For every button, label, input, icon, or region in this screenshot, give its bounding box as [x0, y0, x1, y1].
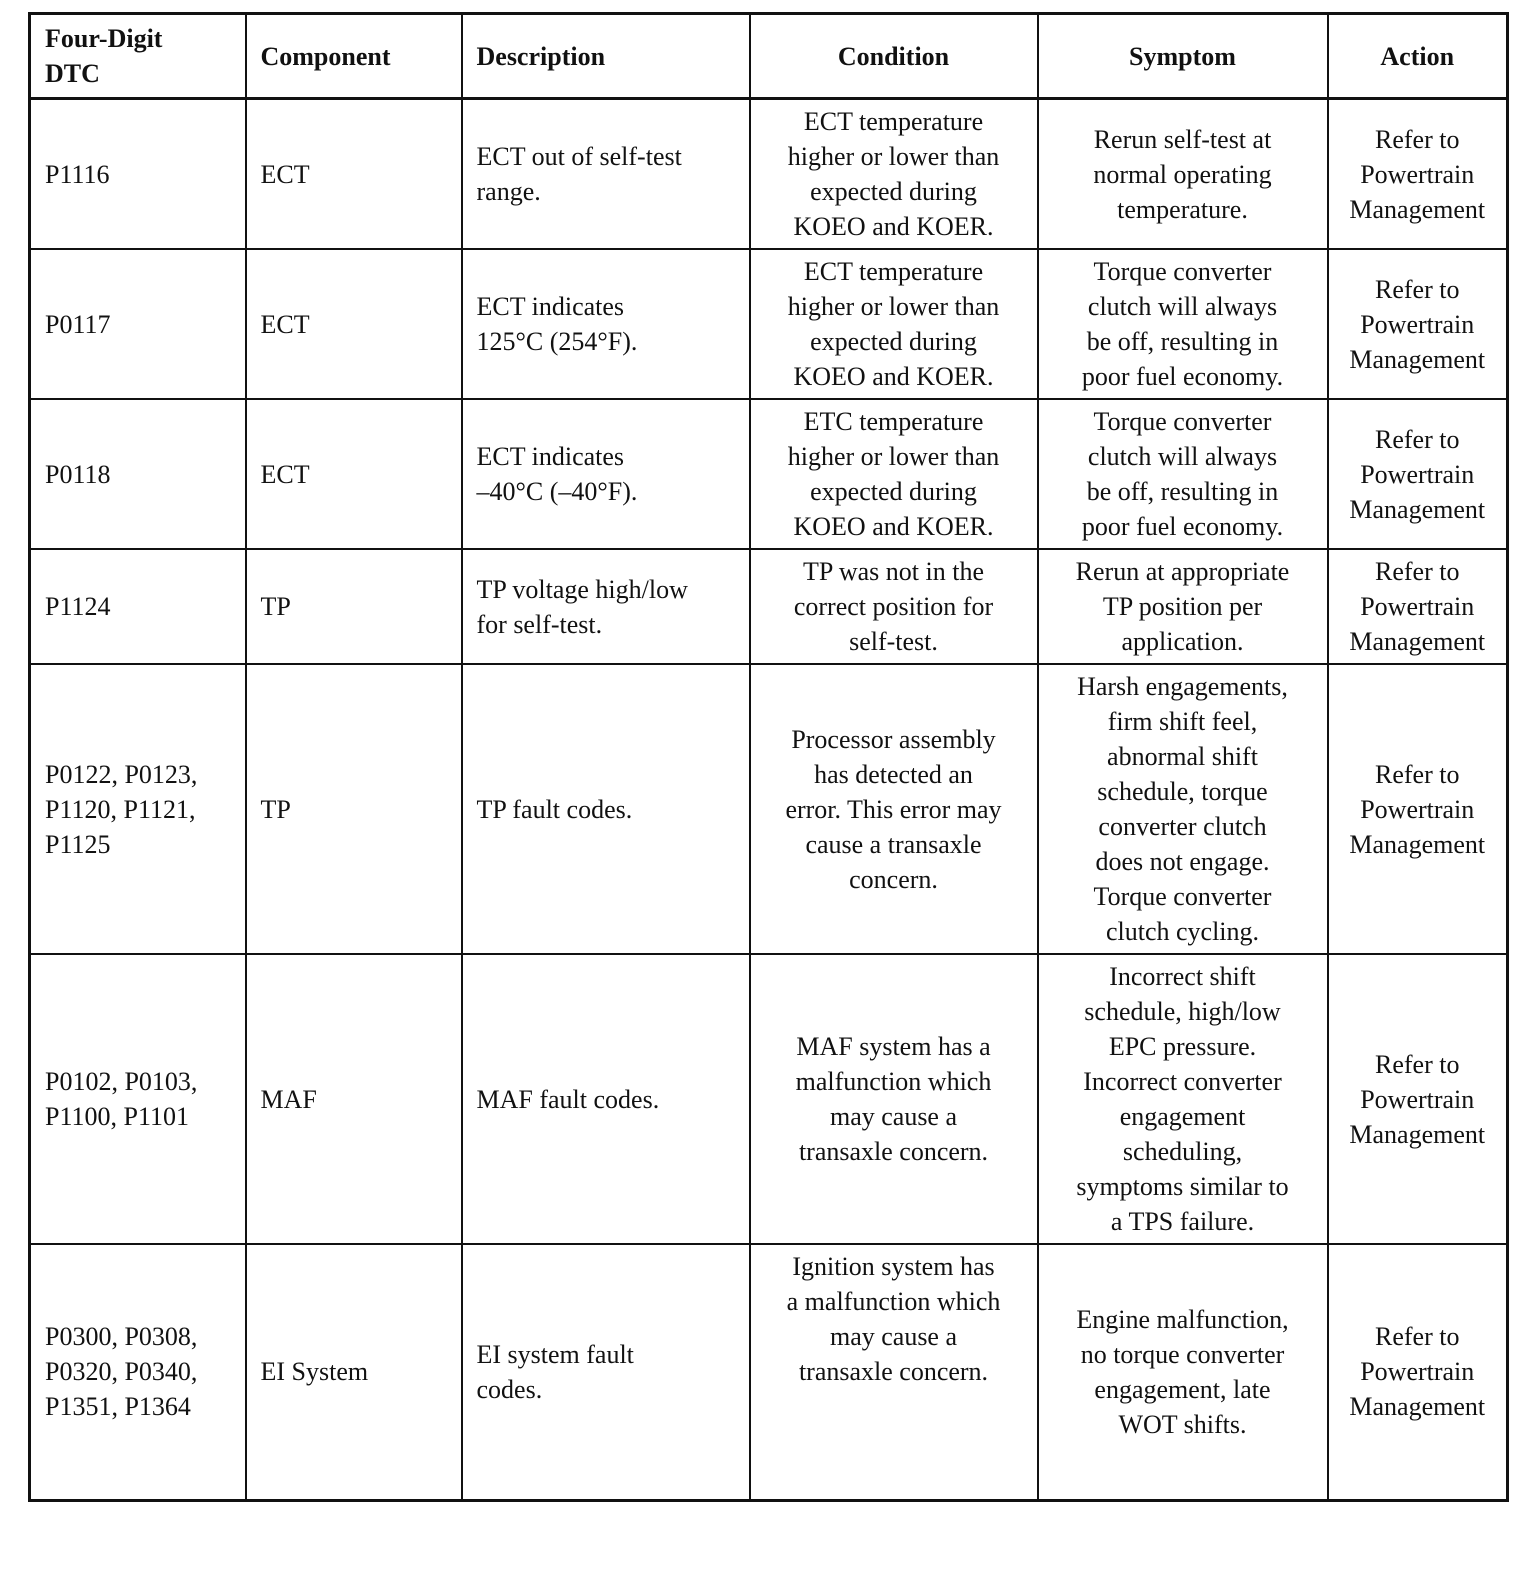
action-cell: Refer to Powertrain Management [1328, 549, 1508, 664]
action-cell: Refer to Powertrain Management [1328, 399, 1508, 549]
dtc-cell: P0300, P0308, P0320, P0340, P1351, P1364 [30, 1244, 246, 1500]
condition-cell: Processor assembly has detected an error. This error may cause a transaxle concern. [750, 664, 1038, 954]
table-row [30, 1244, 1508, 1500]
condition-cell: ECT temperature higher or lower than expected during KOEO and KOER. [750, 99, 1038, 250]
condition-cell: TP was not in the correct position for self-test. [750, 549, 1038, 664]
description-cell: EI system fault codes. [462, 1244, 750, 1500]
action-cell: Refer to Powertrain Management [1328, 954, 1508, 1244]
dtc-cell: P0122, P0123, P1120, P1121, P1125 [30, 664, 246, 954]
symptom-cell: Torque converter clutch will always be off, resulting in poor fuel economy. [1038, 399, 1328, 549]
header-row [30, 14, 1508, 99]
table-row [30, 954, 1508, 1244]
dtc-cell: P0117 [30, 249, 246, 399]
header-description: Description [462, 14, 750, 99]
action-cell: Refer to Powertrain Management [1328, 249, 1508, 399]
action-cell: Refer to Powertrain Management [1328, 664, 1508, 954]
component-cell: TP [246, 549, 462, 664]
description-cell: ECT out of self-test range. [462, 99, 750, 250]
table-row [30, 664, 1508, 954]
symptom-cell: Engine malfunction, no torque converter engagement, late WOT shifts. [1038, 1244, 1328, 1500]
dtc-table [28, 12, 1509, 1502]
symptom-cell: Rerun at appropriate TP position per application. [1038, 549, 1328, 664]
dtc-cell: P0102, P0103, P1100, P1101 [30, 954, 246, 1244]
component-cell: MAF [246, 954, 462, 1244]
condition-cell: Ignition system has a malfunction which may cause a transaxle concern. [750, 1244, 1038, 1500]
component-cell: ECT [246, 249, 462, 399]
header-action: Action [1328, 14, 1508, 99]
header-component: Component [246, 14, 462, 99]
table-row [30, 399, 1508, 549]
dtc-cell: P0118 [30, 399, 246, 549]
description-cell: TP voltage high/low for self-test. [462, 549, 750, 664]
description-cell: TP fault codes. [462, 664, 750, 954]
description-cell: ECT indicates 125°C (254°F). [462, 249, 750, 399]
symptom-cell: Rerun self-test at normal operating temperature. [1038, 99, 1328, 250]
component-cell: ECT [246, 99, 462, 250]
action-cell: Refer to Powertrain Management [1328, 99, 1508, 250]
action-cell: Refer to Powertrain Management [1328, 1244, 1508, 1500]
symptom-cell: Harsh engagements, firm shift feel, abnormal shift schedule, torque converter clutch does not engage. Torque converter clutch cycling. [1038, 664, 1328, 954]
symptom-cell: Incorrect shift schedule, high/low EPC pressure. Incorrect converter engagement scheduling, symptoms similar to a TPS failure. [1038, 954, 1328, 1244]
condition-cell: ECT temperature higher or lower than expected during KOEO and KOER. [750, 249, 1038, 399]
header-symptom: Symptom [1038, 14, 1328, 99]
header-dtc: Four-Digit DTC [30, 14, 246, 99]
condition-cell: MAF system has a malfunction which may cause a transaxle concern. [750, 954, 1038, 1244]
table-row [30, 99, 1508, 250]
symptom-cell: Torque converter clutch will always be off, resulting in poor fuel economy. [1038, 249, 1328, 399]
table-row [30, 249, 1508, 399]
dtc-cell: P1116 [30, 99, 246, 250]
component-cell: ECT [246, 399, 462, 549]
dtc-cell: P1124 [30, 549, 246, 664]
header-condition: Condition [750, 14, 1038, 99]
description-cell: ECT indicates –40°C (–40°F). [462, 399, 750, 549]
condition-cell: ETC temperature higher or lower than expected during KOEO and KOER. [750, 399, 1038, 549]
component-cell: TP [246, 664, 462, 954]
component-cell: EI System [246, 1244, 462, 1500]
table-row [30, 549, 1508, 664]
description-cell: MAF fault codes. [462, 954, 750, 1244]
